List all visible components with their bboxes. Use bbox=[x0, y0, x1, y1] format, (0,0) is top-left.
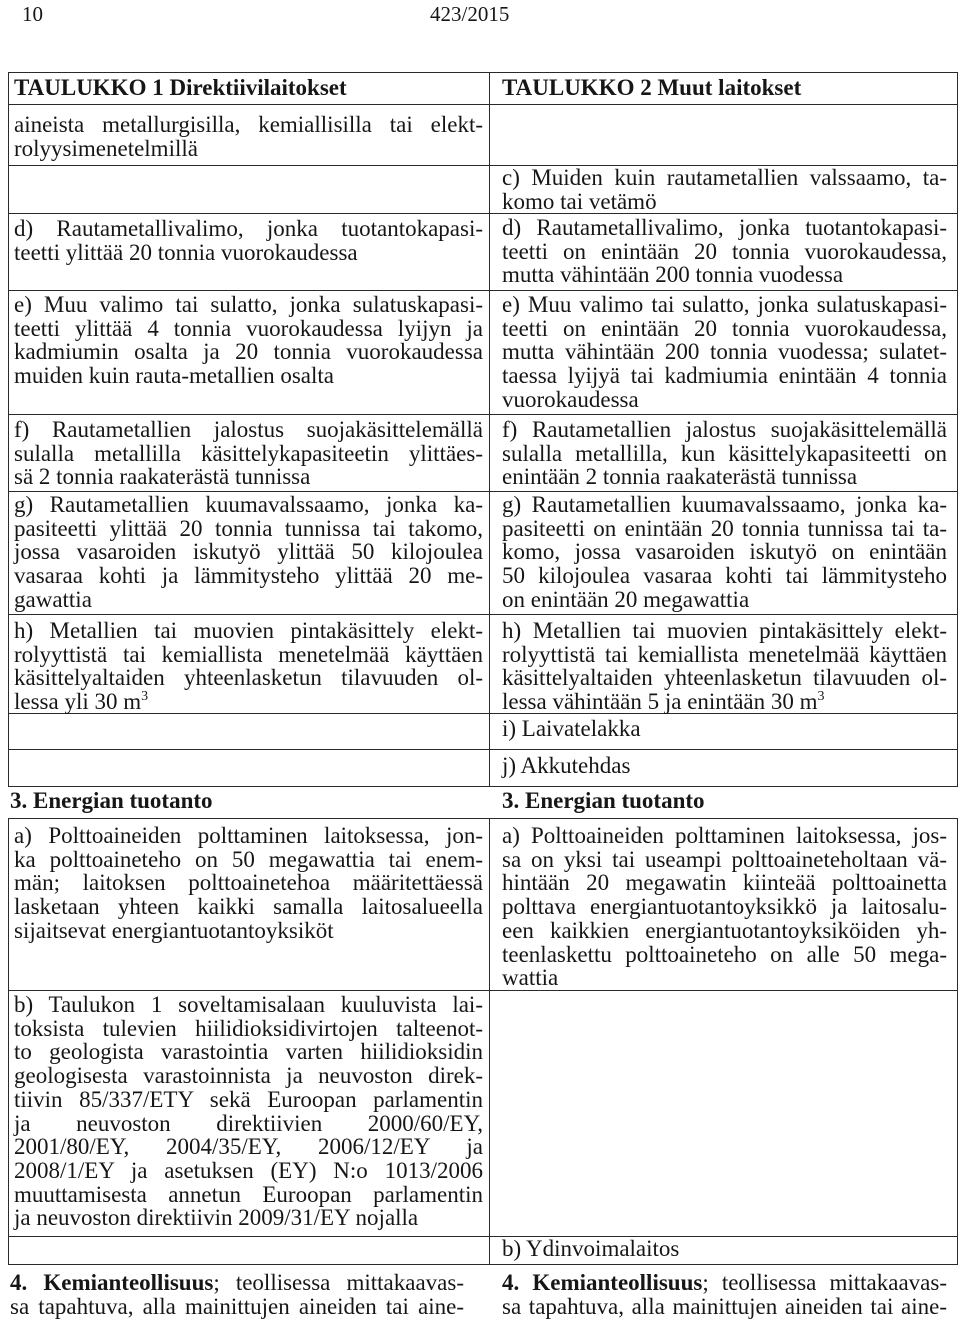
text-line: pasiteetti ylittää 20 tonnia tunnissa tai takomo, bbox=[14, 515, 483, 541]
text-line: sa tapahtuva, alla mainittujen aineiden tai aine- bbox=[10, 1293, 464, 1319]
text-line: j) Akkutehdas bbox=[502, 753, 631, 778]
table-row bbox=[9, 615, 957, 714]
text-line: muuttamisesta annetun Euroopan parlamentin bbox=[14, 1181, 483, 1207]
table1-cell-item-e bbox=[9, 291, 490, 414]
text-line: b) Ydinvoimalaitos bbox=[502, 1236, 680, 1261]
table2-cell-item-f bbox=[490, 415, 957, 491]
section-heading: 4. Kemianteollisuus bbox=[502, 1270, 703, 1295]
text-line: ja neuvoston direktiivin 2009/31/EY nojalla bbox=[14, 1205, 419, 1231]
table2-title: TAULUKKO 2 Muut laitokset bbox=[502, 75, 802, 100]
text-line: geologisesta varastoinnista ja neuvoston direk- bbox=[14, 1063, 483, 1089]
section-heading-energy-right: 3. Energian tuotanto bbox=[502, 788, 705, 813]
table2-cell-item-j bbox=[490, 750, 957, 786]
table-row bbox=[9, 991, 957, 1237]
text-line: h) Metallien tai muovien pintakäsittely elekt- bbox=[14, 618, 483, 643]
text-line: pasiteetti on enintään 20 tonnia tunnissa tai ta- bbox=[502, 515, 947, 541]
table-row bbox=[9, 291, 957, 415]
text-line: to geologista varastointia varten hiilidioksidin bbox=[14, 1039, 483, 1065]
table-row bbox=[9, 750, 957, 787]
table-row bbox=[9, 415, 957, 492]
text-line: teetti on enintään 20 tonnia vuorokaudessa, bbox=[502, 315, 947, 341]
table1-title: TAULUKKO 1 Direktiivilaitokset bbox=[9, 73, 490, 104]
section-chemical-right bbox=[502, 1271, 947, 1318]
table1-cell-electrolysis bbox=[9, 105, 490, 165]
table1-cell-energy-a bbox=[9, 819, 490, 990]
text-line: b) Taulukon 1 soveltamisalaan kuuluvista lai- bbox=[14, 992, 483, 1017]
text-line: sä 2 tonnia raakaterästä tunnissa bbox=[14, 464, 311, 490]
table-row bbox=[9, 492, 957, 615]
text-line: teetti on enintään 20 tonnia vuorokaudessa, bbox=[502, 238, 947, 264]
text-line: tiivin 85/337/ETY sekä Euroopan parlamentin bbox=[14, 1086, 483, 1112]
superscript-exponent: 3 bbox=[141, 689, 149, 705]
text-line: g) Rautametallien kuumavalssaamo, jonka ka- bbox=[14, 492, 483, 517]
table2-cell-item-g bbox=[490, 492, 957, 614]
line-text: lessa yli 30 m bbox=[14, 689, 142, 715]
table1-cell-item-f bbox=[9, 415, 490, 491]
table2-cell-item-i bbox=[490, 714, 957, 749]
text-line: 2008/1/EY ja asetuksen (EY) N:o 1013/2006 bbox=[14, 1157, 483, 1183]
text-line: teetti ylittää 4 tonnia vuorokaudessa lyijyn ja bbox=[14, 315, 483, 341]
text-line: sijaitsevat energiantuotantoyksiköt bbox=[14, 917, 334, 943]
text-line: 2001/80/EY, 2004/35/EY, 2006/12/EY ja bbox=[14, 1134, 483, 1160]
table2-cell-energy-a bbox=[490, 819, 957, 990]
text-line: e) Muu valimo tai sulatto, jonka sulatuskapasi- bbox=[502, 292, 947, 317]
comparison-table-metals bbox=[8, 72, 958, 787]
text-line: on enintään 20 megawattia bbox=[502, 586, 750, 612]
table-row bbox=[9, 214, 957, 291]
text-line bbox=[502, 690, 947, 714]
text-line: h) Metallien tai muovien pintakäsittely elekt- bbox=[502, 618, 947, 643]
text-line: e) Muu valimo tai sulatto, jonka sulatuskapasi- bbox=[14, 292, 483, 317]
table1-cell-item-g bbox=[9, 492, 490, 614]
page-number: 10 bbox=[22, 2, 43, 26]
table-row bbox=[9, 1237, 957, 1265]
table-header-row bbox=[9, 73, 957, 105]
table-row bbox=[9, 105, 957, 166]
text-line: taessa lyijyä tai kadmiumia enintään 4 tonnia bbox=[502, 363, 947, 389]
text-line: f) Rautametallien jalostus suojakäsittelemällä bbox=[14, 417, 483, 442]
text-line: 50 kilojoulea vasaraa kohti tai lämmitysteho bbox=[502, 563, 947, 589]
statute-number: 423/2015 bbox=[430, 2, 510, 26]
text-line: sa tapahtuva, alla mainittujen aineiden tai aine- bbox=[502, 1293, 947, 1319]
text-line: een kaikkien energiantuotantoyksiköiden yh- bbox=[502, 917, 947, 943]
text-line: d) Rautametallivalimo, jonka tuotantokapasi- bbox=[502, 215, 947, 240]
text-line: vasaraa kohti ja lämmitysteho ylittää 20 me- bbox=[14, 563, 483, 589]
line-text: lessa vähintään 5 ja enintään 30 m bbox=[502, 689, 818, 715]
text-line bbox=[14, 690, 483, 714]
text-line bbox=[10, 1271, 464, 1295]
text-line: komo, jossa vasaroiden iskutyö on enintään bbox=[502, 539, 947, 565]
text-line: ka polttoaineteho on 50 megawattia tai enem- bbox=[14, 846, 483, 872]
comparison-table-energy bbox=[8, 818, 958, 1265]
table2-cell-energy-b bbox=[490, 1237, 957, 1264]
table1-cell-empty bbox=[9, 714, 490, 749]
text-line: c) Muiden kuin rautametallien valssaamo, ta- bbox=[502, 165, 947, 190]
table2-cell-item-h bbox=[490, 615, 957, 713]
table2-cell-empty bbox=[490, 991, 957, 1236]
line-text: ; teollisessa mittakaavas- bbox=[213, 1270, 464, 1295]
table2-cell-item-d bbox=[490, 214, 957, 290]
text-line: mutta vähintään 200 tonnia vuodessa; sulatet- bbox=[502, 339, 947, 365]
text-line: kadmiumin osalta ja 20 tonnia vuorokaudessa bbox=[14, 339, 483, 365]
text-line: käsittelyaltaiden yhteenlasketun tilavuuden ol- bbox=[14, 665, 483, 691]
text-line: g) Rautametallien kuumavalssaamo, jonka ka- bbox=[502, 492, 947, 517]
table1-cell-empty bbox=[9, 166, 490, 213]
table1-cell-item-d bbox=[9, 214, 490, 290]
section-chemical-left bbox=[10, 1271, 464, 1318]
text-line: lasketaan yhteen kaikki samalla laitosalueella bbox=[14, 894, 483, 920]
text-line: f) Rautametallien jalostus suojakäsittelemällä bbox=[502, 417, 947, 442]
table2-cell-item-e bbox=[490, 291, 957, 414]
table-row bbox=[9, 714, 957, 750]
text-line: teenlaskettu polttoaineteho on alle 50 mega- bbox=[502, 941, 947, 967]
text-line: a) Polttoaineiden polttaminen laitoksessa, jon- bbox=[14, 823, 483, 848]
text-line: polttava energiantuotantoyksikkö ja laitosalu- bbox=[502, 894, 947, 920]
text-line: rolyyttistä tai kemiallista menetelmää käyttäen bbox=[502, 641, 947, 667]
table1-cell-energy-b bbox=[9, 991, 490, 1236]
table1-cell-item-h bbox=[9, 615, 490, 713]
text-line: ja neuvoston direktiivien 2000/60/EY, bbox=[14, 1110, 483, 1136]
text-line: teetti ylittää 20 tonnia vuorokaudessa bbox=[14, 239, 358, 265]
section-heading: 4. Kemianteollisuus bbox=[10, 1270, 214, 1295]
table2-cell-empty bbox=[490, 105, 957, 165]
table2-cell-item-c bbox=[490, 166, 957, 213]
text-line: sulalla metallilla käsittelykapasiteetin ylittäes- bbox=[14, 440, 483, 466]
text-line: muiden kuin rauta-metallien osalta bbox=[14, 363, 334, 389]
text-line: a) Polttoaineiden polttaminen laitoksessa, jos- bbox=[502, 823, 947, 848]
section-heading-energy-left: 3. Energian tuotanto bbox=[10, 788, 213, 813]
text-line: d) Rautametallivalimo, jonka tuotantokapasi- bbox=[14, 216, 483, 241]
table1-cell-empty bbox=[9, 750, 490, 786]
text-line bbox=[502, 1271, 947, 1295]
text-line: mutta vähintään 200 tonnia vuodessa bbox=[502, 262, 844, 288]
text-line: sulalla metallilla, kun käsittelykapasiteetti on bbox=[502, 440, 947, 466]
text-line: wattia bbox=[502, 965, 559, 991]
text-line: gawattia bbox=[14, 586, 92, 612]
text-line: enintään 2 tonnia raakaterästä tunnissa bbox=[502, 464, 858, 490]
text-line: rolyyttistä tai kemiallista menetelmää käyttäen bbox=[14, 641, 483, 667]
table-row bbox=[9, 166, 957, 214]
text-line: rolyysimenetelmillä bbox=[14, 135, 198, 161]
text-line: komo tai vetämö bbox=[502, 188, 657, 214]
text-line: hintään 20 megawatin kiinteää polttoainetta bbox=[502, 870, 947, 896]
text-line: toksista tulevien hiilidioksidivirtojen talteenot- bbox=[14, 1015, 483, 1041]
line-text: ; teollisessa mittakaavas- bbox=[702, 1270, 947, 1295]
text-line: aineista metallurgisilla, kemiallisilla tai elekt- bbox=[14, 112, 483, 137]
table-row bbox=[9, 819, 957, 991]
table1-cell-empty bbox=[9, 1237, 490, 1264]
text-line: jossa vasaroiden iskutyö ylittää 50 kilojoulea bbox=[14, 539, 483, 565]
superscript-exponent: 3 bbox=[817, 689, 825, 705]
text-line: män; laitoksen polttoainetehoa määritettäessä bbox=[14, 870, 483, 896]
text-line: vuorokaudessa bbox=[502, 386, 639, 412]
text-line: käsittelyaltaiden yhteenlasketun tilavuuden ol- bbox=[502, 665, 947, 691]
text-line: i) Laivatelakka bbox=[502, 716, 641, 741]
text-line: sa on yksi tai useampi polttoaineteholtaan vä- bbox=[502, 846, 947, 872]
